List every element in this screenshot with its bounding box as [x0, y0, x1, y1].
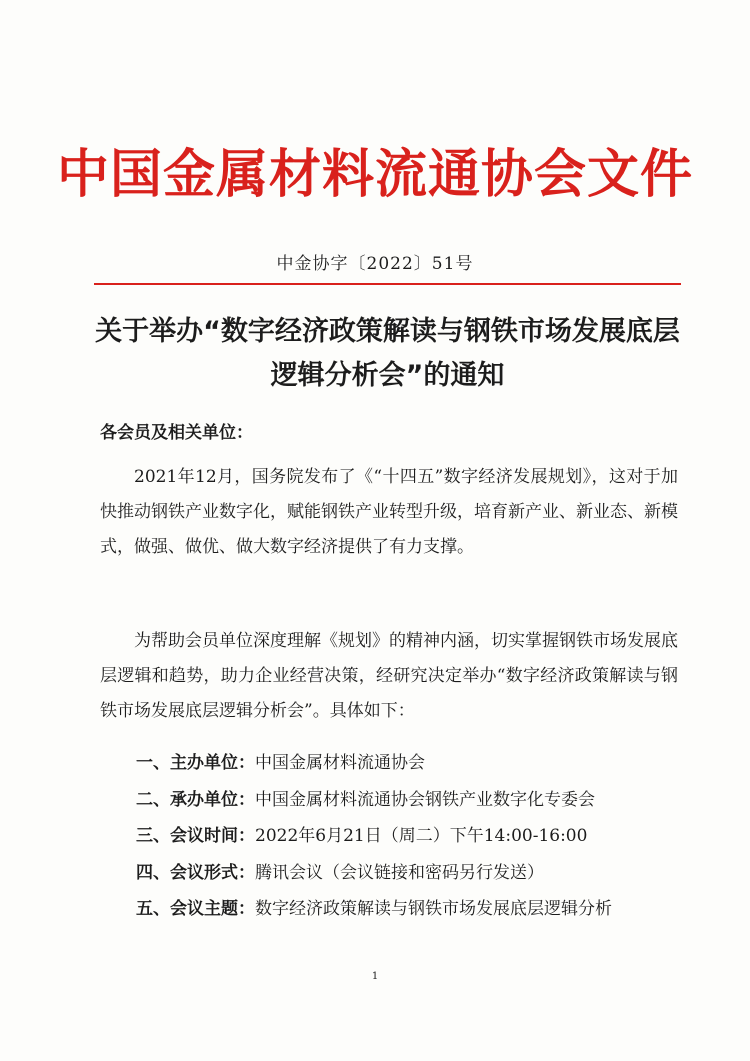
paragraph-1: 2021年12月，国务院发布了《“十四五”数字经济发展规划》，这对于加快推动钢铁产业数字化，赋能钢铁产业转型升级，培育新产业、新业态、新模式，做强、做优、做大数字经济提供了有力支撑。 — [100, 467, 678, 557]
notice-title: 关于举办“数字经济政策解读与钢铁市场发展底层逻辑分析会”的通知 — [95, 316, 680, 391]
red-divider — [94, 283, 681, 285]
list-item — [136, 818, 696, 855]
item-label: 二、承办单位： — [136, 789, 255, 810]
item-label: 四、会议形式： — [136, 862, 255, 883]
page-number: 1 — [371, 971, 379, 982]
item-value: 2022年6月21日（周二）下午14:00-16:00 — [255, 826, 588, 846]
list-item — [136, 745, 696, 782]
item-label: 一、主办单位： — [136, 753, 255, 773]
item-value: 中国金属材料流通协会 — [255, 753, 425, 773]
document-number: 中金协字〔2022〕51号 — [276, 254, 474, 274]
item-label: 三、会议时间： — [136, 826, 255, 846]
list-item — [136, 782, 696, 819]
item-label: 五、会议主题： — [136, 899, 255, 919]
list-item — [136, 891, 696, 928]
paragraph-2: 为帮助会员单位深度理解《规划》的精神内涵，切实掌握钢铁市场发展底层逻辑和趋势，助力企业经营决策，经研究决定举办“数字经济政策解读与钢铁市场发展底层逻辑分析会”。具体如下： — [100, 631, 678, 721]
item-value: 腾讯会议（会议链接和密码另行发送） — [255, 862, 544, 883]
document-header: 中国金属材料流通协会文件 — [56, 145, 693, 205]
item-value: 中国金属材料流通协会钢铁产业数字化专委会 — [255, 789, 595, 810]
list-item — [136, 855, 696, 892]
item-value: 数字经济政策解读与钢铁市场发展底层逻辑分析 — [255, 899, 612, 919]
salutation: 各会员及相关单位： — [100, 423, 253, 443]
details-list — [136, 745, 696, 928]
